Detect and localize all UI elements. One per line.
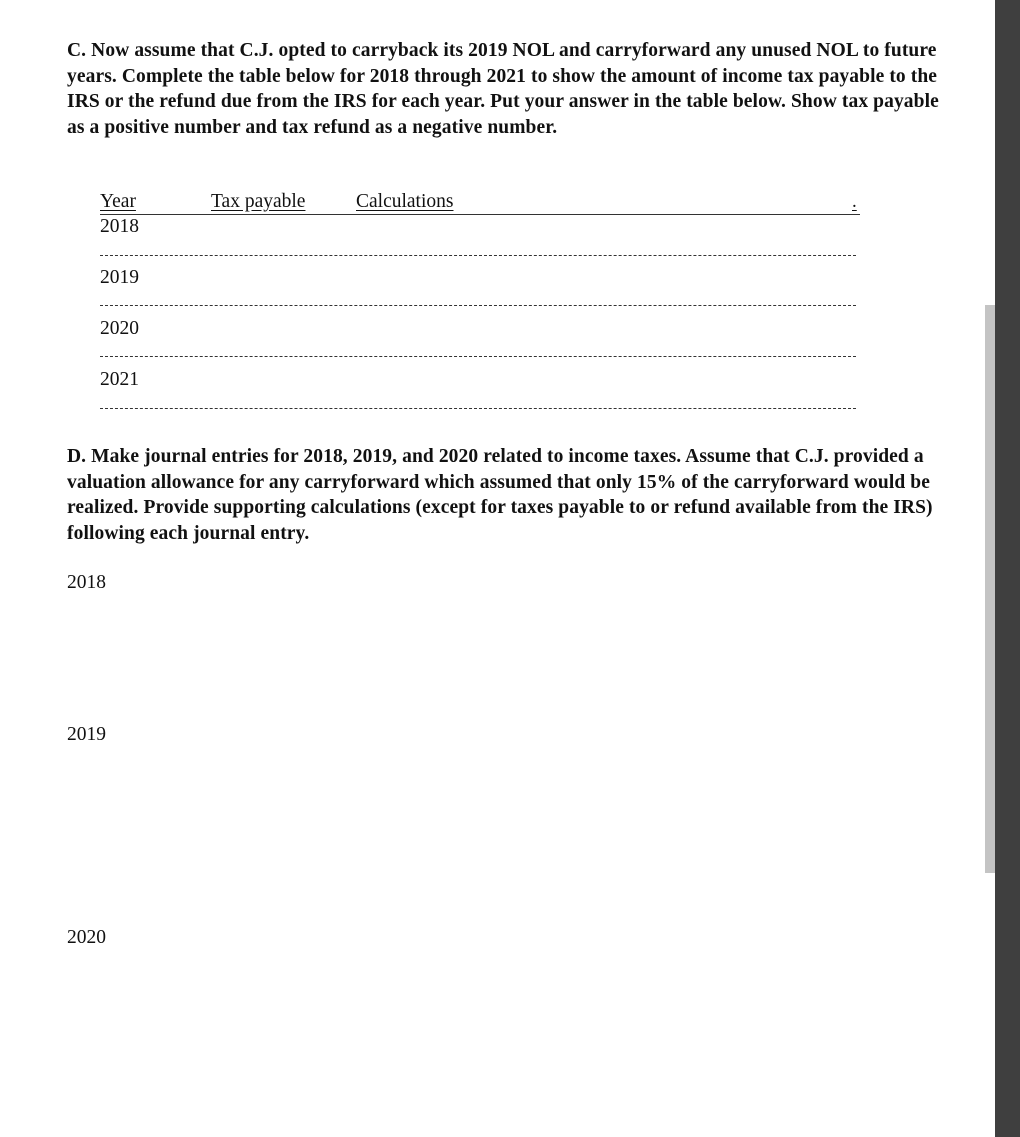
- section-c-instructions: C. Now assume that C.J. opted to carryback its 2019 NOL and carryforward any unused NOL to future years. Complete the table below for 2018 through 2021 to show the amount of income tax payable to the IRS or the refund due from the IRS for each year. Put your answer in the table below. Show tax payable as a positive number and tax refund as a negative number.: [67, 40, 939, 138]
- table-row-year-2019: 2019: [100, 267, 139, 288]
- header-calculations: Calculations: [356, 191, 454, 212]
- row-divider: [100, 255, 856, 256]
- section-d-instructions: D. Make journal entries for 2018, 2019, and 2020 related to income taxes. Assume that C.J. provided a valuation allowance for any carryforward which assumed that only 15% of the carryforward would be realized. Provide supporting calculations (except for taxes payable to or refund available from the IRS) following each journal entry.: [67, 446, 933, 544]
- journal-year-2020: 2020: [67, 927, 106, 948]
- journal-year-2018: 2018: [67, 572, 106, 593]
- table-row-year-2020: 2020: [100, 318, 139, 339]
- scrollbar-thumb[interactable]: [985, 305, 995, 873]
- table-row-year-2018: 2018: [100, 216, 139, 237]
- tax-table-header: [100, 190, 860, 215]
- table-row-year-2021: 2021: [100, 369, 139, 390]
- header-tax-payable: Tax payable: [211, 191, 306, 212]
- scrollbar-track[interactable]: [995, 0, 1020, 1137]
- row-divider: [100, 305, 856, 306]
- header-year: Year: [100, 191, 136, 212]
- journal-year-2019: 2019: [67, 724, 106, 745]
- row-divider: [100, 408, 856, 409]
- row-divider: [100, 356, 856, 357]
- header-trailing-period: .: [852, 191, 857, 212]
